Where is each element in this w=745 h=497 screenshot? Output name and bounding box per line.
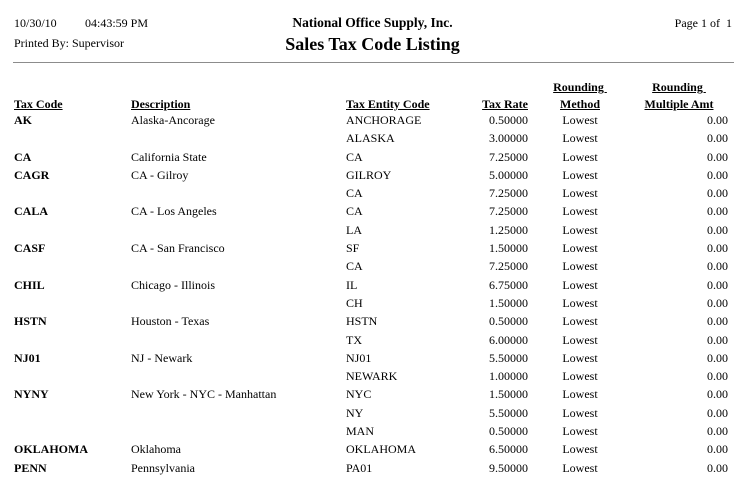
cell-rounding-multiple-amt: 0.00 [707,149,728,164]
cell-tax-rate: 6.50000 [489,442,528,457]
cell-rounding-multiple-amt: 0.00 [707,387,728,402]
cell-tax-entity-code: ANCHORAGE [346,113,422,127]
table-row [0,349,745,367]
cell-tax-entity-code: CA [346,259,363,274]
cell-tax-code [14,257,126,275]
table-row [0,111,745,129]
cell-rounding-method: Lowest [562,222,598,237]
company-name: National Office Supply, Inc. [292,15,453,30]
table-row [0,312,745,330]
cell-tax-code [14,129,126,147]
cell-tax-entity-code: SF [346,241,360,256]
cell-rounding-multiple-amt: 0.00 [707,113,728,127]
cell-rounding-multiple-amt: 0.00 [707,186,728,201]
cell-description: New York - NYC - Manhattan [131,387,277,402]
cell-description: Pennsylvania [131,460,195,475]
cell-tax-rate: 1.50000 [489,241,528,256]
table-row [0,422,745,440]
table-row [0,276,745,294]
cell-tax-code [14,331,126,349]
cell-tax-code: NJ01 [14,350,41,365]
cell-tax-entity-code: GILROY [346,167,392,182]
cell-tax-code: CAGR [14,167,50,182]
cell-description: NJ - Newark [131,350,193,365]
cell-tax-entity-code: CH [346,295,363,310]
cell-rounding-multiple-amt: 0.00 [707,314,728,329]
cell-rounding-method: Lowest [562,314,598,329]
cell-rounding-multiple-amt: 0.00 [707,295,728,310]
cell-tax-rate: 7.25000 [489,204,528,219]
col-header-tax-code: Tax Code [14,97,63,111]
table-row [0,166,745,184]
cell-tax-code: CASF [14,241,46,256]
cell-tax-code: HSTN [14,314,47,329]
col-header-tax-entity-code: Tax Entity Code [346,97,430,111]
cell-rounding-multiple-amt: 0.00 [707,350,728,365]
col-header-rounding-method-line1: Rounding [553,80,607,94]
cell-rounding-multiple-amt: 0.00 [707,442,728,457]
table-row [0,239,745,257]
cell-tax-rate: 1.50000 [489,295,528,310]
table-row [0,459,745,477]
cell-tax-entity-code: CA [346,149,363,164]
cell-tax-code: OKLAHOMA [14,442,88,457]
cell-rounding-method: Lowest [562,241,598,256]
cell-description: Alaska-Ancorage [131,113,215,127]
cell-description [131,294,339,312]
cell-tax-rate: 3.00000 [489,131,528,146]
cell-rounding-method: Lowest [562,149,598,164]
cell-tax-rate: 7.25000 [489,259,528,274]
cell-rounding-method: Lowest [562,295,598,310]
cell-tax-rate: 1.00000 [489,369,528,384]
report-time: 04:43:59 PM [85,16,149,30]
cell-tax-code: CA [14,149,32,164]
cell-tax-rate: 7.25000 [489,149,528,164]
cell-rounding-method: Lowest [562,424,598,439]
table-row [0,440,745,458]
cell-description [131,184,339,202]
page-number: Page 1 of 1 [674,16,732,30]
table-row [0,257,745,275]
cell-rounding-multiple-amt: 0.00 [707,222,728,237]
cell-tax-entity-code: TX [346,332,362,347]
cell-tax-code: PENN [14,460,47,475]
table-row [0,129,745,147]
cell-description: Chicago - Illinois [131,277,215,292]
cell-tax-entity-code: OKLAHOMA [346,442,416,457]
cell-tax-rate: 0.50000 [489,113,528,127]
cell-tax-code [14,422,126,440]
cell-rounding-multiple-amt: 0.00 [707,369,728,384]
cell-rounding-method: Lowest [562,277,598,292]
table-row [0,404,745,422]
cell-rounding-method: Lowest [562,113,598,127]
cell-description: CA - Gilroy [131,167,189,182]
cell-tax-entity-code: NJ01 [346,350,372,365]
cell-description: CA - San Francisco [131,241,225,256]
cell-tax-rate: 5.00000 [489,167,528,182]
report-title: Sales Tax Code Listing [285,34,460,54]
cell-tax-rate: 9.50000 [489,460,528,475]
cell-rounding-multiple-amt: 0.00 [707,332,728,347]
cell-description [131,129,339,147]
col-header-rounding-method-line2: Method [560,97,600,111]
cell-description: CA - Los Angeles [131,204,217,219]
cell-tax-code [14,184,126,202]
cell-rounding-multiple-amt: 0.00 [707,460,728,475]
col-header-description: Description [131,97,191,111]
cell-tax-code [14,367,126,385]
cell-tax-entity-code: NEWARK [346,369,398,384]
cell-rounding-method: Lowest [562,442,598,457]
cell-description [131,422,339,440]
cell-rounding-multiple-amt: 0.00 [707,405,728,420]
table-row [0,184,745,202]
cell-tax-entity-code: CA [346,186,363,201]
cell-tax-rate: 6.00000 [489,332,528,347]
cell-rounding-multiple-amt: 0.00 [707,131,728,146]
tax-code-table [0,111,745,477]
cell-rounding-multiple-amt: 0.00 [707,167,728,182]
table-row [0,148,745,166]
cell-rounding-method: Lowest [562,167,598,182]
cell-description [131,367,339,385]
cell-tax-entity-code: CA [346,204,363,219]
cell-rounding-multiple-amt: 0.00 [707,259,728,274]
cell-tax-entity-code: NY [346,405,364,420]
cell-tax-rate: 5.50000 [489,405,528,420]
cell-tax-code [14,221,126,239]
report-date: 10/30/10 [14,16,57,30]
cell-rounding-method: Lowest [562,460,598,475]
table-row [0,202,745,220]
col-header-tax-rate: Tax Rate [482,97,528,111]
cell-tax-rate: 6.75000 [489,277,528,292]
cell-rounding-method: Lowest [562,204,598,219]
cell-tax-entity-code: HSTN [346,314,378,329]
cell-tax-entity-code: IL [346,277,358,292]
table-row [0,331,745,349]
cell-description: Houston - Texas [131,314,210,329]
col-header-rounding-multiple-line2: Multiple Amt [644,97,714,111]
cell-rounding-method: Lowest [562,131,598,146]
cell-tax-entity-code: PA01 [346,460,373,475]
cell-rounding-method: Lowest [562,350,598,365]
cell-description [131,404,339,422]
cell-rounding-method: Lowest [562,387,598,402]
cell-tax-code: CALA [14,204,49,219]
cell-tax-code: NYNY [14,387,49,402]
cell-tax-rate: 0.50000 [489,314,528,329]
cell-description [131,221,339,239]
table-row [0,367,745,385]
cell-tax-entity-code: ALASKA [346,131,395,146]
cell-tax-entity-code: MAN [346,424,375,439]
cell-rounding-method: Lowest [562,332,598,347]
cell-description [131,257,339,275]
header-divider [13,62,734,63]
cell-tax-rate: 1.25000 [489,222,528,237]
cell-tax-rate: 1.50000 [489,387,528,402]
cell-rounding-method: Lowest [562,259,598,274]
cell-rounding-multiple-amt: 0.00 [707,241,728,256]
cell-rounding-method: Lowest [562,369,598,384]
cell-tax-code: AK [14,113,32,127]
cell-rounding-method: Lowest [562,186,598,201]
table-row [0,221,745,239]
cell-rounding-method: Lowest [562,405,598,420]
cell-tax-entity-code: NYC [346,387,372,402]
table-row [0,385,745,403]
cell-tax-rate: 7.25000 [489,186,528,201]
cell-description [131,331,339,349]
cell-rounding-multiple-amt: 0.00 [707,277,728,292]
cell-rounding-multiple-amt: 0.00 [707,204,728,219]
cell-tax-code: CHIL [14,277,45,292]
cell-tax-code [14,404,126,422]
printed-by: Printed By: Supervisor [14,36,124,50]
cell-tax-entity-code: LA [346,222,362,237]
table-row [0,294,745,312]
cell-description: Oklahoma [131,442,181,457]
cell-tax-rate: 5.50000 [489,350,528,365]
cell-description: California State [131,149,207,164]
cell-tax-rate: 0.50000 [489,424,528,439]
cell-rounding-multiple-amt: 0.00 [707,424,728,439]
col-header-rounding-multiple-line1: Rounding [652,80,706,94]
cell-tax-code [14,294,126,312]
